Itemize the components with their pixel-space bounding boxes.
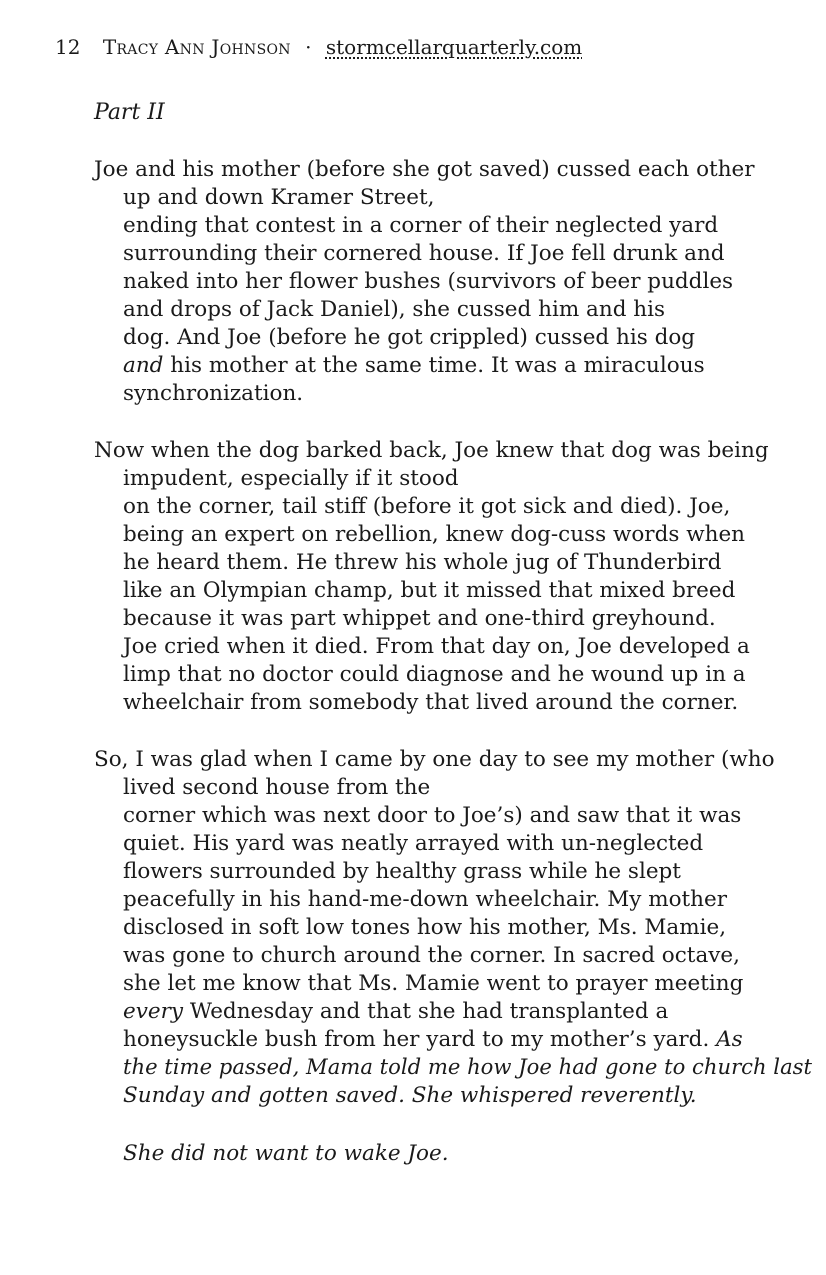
stanza-1-line: surrounding their cornered house. If Joe fell drunk and: [123, 241, 725, 266]
header-separator: ·: [305, 35, 312, 59]
stanza-3-italic-line: Sunday and gotten saved. She whispered reverently.: [123, 1083, 697, 1108]
stanza-3-line: [123, 1026, 743, 1054]
stanza-3-line: disclosed in soft low tones how his mother, Ms. Mamie,: [123, 915, 727, 940]
stanza-3-line: lived second house from the: [123, 775, 431, 800]
stanza-3-line: flowers surrounded by healthy grass while he slept: [123, 859, 681, 884]
stanza-3-line: corner which was next door to Joe’s) and saw that it was: [123, 803, 742, 828]
author-name: Tracy Ann Johnson: [102, 35, 291, 59]
stanza-1-line: ending that contest in a corner of their neglected yard: [123, 213, 719, 238]
stanza-3-line: was gone to church around the corner. In sacred octave,: [123, 943, 740, 968]
stanza-1-line: and drops of Jack Daniel), she cussed him and his: [123, 297, 666, 322]
site-link[interactable]: stormcellarquarterly.com: [325, 35, 583, 59]
stanza-2-first-line: Now when the dog barked back, Joe knew that dog was being: [94, 438, 769, 463]
line-text: his mother at the same time. It was a miraculous: [163, 353, 705, 378]
stanza-1-first-line: Joe and his mother (before she got saved) cussed each other: [94, 157, 755, 182]
stanza-3-line: she let me know that Ms. Mamie went to prayer meeting: [123, 971, 744, 996]
stanza-3-first-line: So, I was glad when I came by one day to see my mother (who: [94, 747, 775, 772]
stanza-2-line: being an expert on rebellion, knew dog-cuss words when: [123, 522, 746, 547]
emphasis: As: [716, 1027, 743, 1052]
stanza-1-line: [123, 352, 705, 380]
stanza-3-line: peacefully in his hand-me-down wheelchair. My mother: [123, 887, 728, 912]
stanza-2-line: on the corner, tail stiff (before it got sick and died). Joe,: [123, 494, 731, 519]
page-number: 12: [55, 35, 81, 59]
stanza-2-line: because it was part whippet and one-third greyhound.: [123, 606, 716, 631]
stanza-2-line: like an Olympian champ, but it missed that mixed breed: [123, 578, 736, 603]
running-header: [55, 35, 582, 59]
stanza-2-line: limp that no doctor could diagnose and he wound up in a: [123, 662, 746, 687]
line-text: Wednesday and that she had transplanted a: [183, 999, 669, 1024]
stanza-1-line: up and down Kramer Street,: [123, 185, 435, 210]
stanza-2-line: wheelchair from somebody that lived around the corner.: [123, 690, 739, 715]
stanza-2-line: impudent, especially if it stood: [123, 466, 459, 491]
stanza-3-line: quiet. His yard was neatly arrayed with un-neglected: [123, 831, 704, 856]
stanza-1-line: naked into her flower bushes (survivors of beer puddles: [123, 269, 734, 294]
line-text: honeysuckle bush from her yard to my mother’s yard.: [123, 1027, 717, 1052]
emphasis: and: [123, 353, 164, 378]
stanza-1-line: synchronization.: [123, 381, 304, 406]
stanza-2-line: Joe cried when it died. From that day on, Joe developed a: [123, 634, 750, 659]
emphasis: every: [123, 999, 184, 1024]
stanza-3-line: [123, 998, 668, 1026]
stanza-1-line: dog. And Joe (before he got crippled) cussed his dog: [123, 325, 696, 350]
section-title: Part II: [94, 100, 165, 125]
stanza-3-italic-line: the time passed, Mama told me how Joe had gone to church last: [123, 1055, 812, 1080]
stanza-2-line: he heard them. He threw his whole jug of Thunderbird: [123, 550, 722, 575]
closing-line: She did not want to wake Joe.: [123, 1141, 449, 1166]
